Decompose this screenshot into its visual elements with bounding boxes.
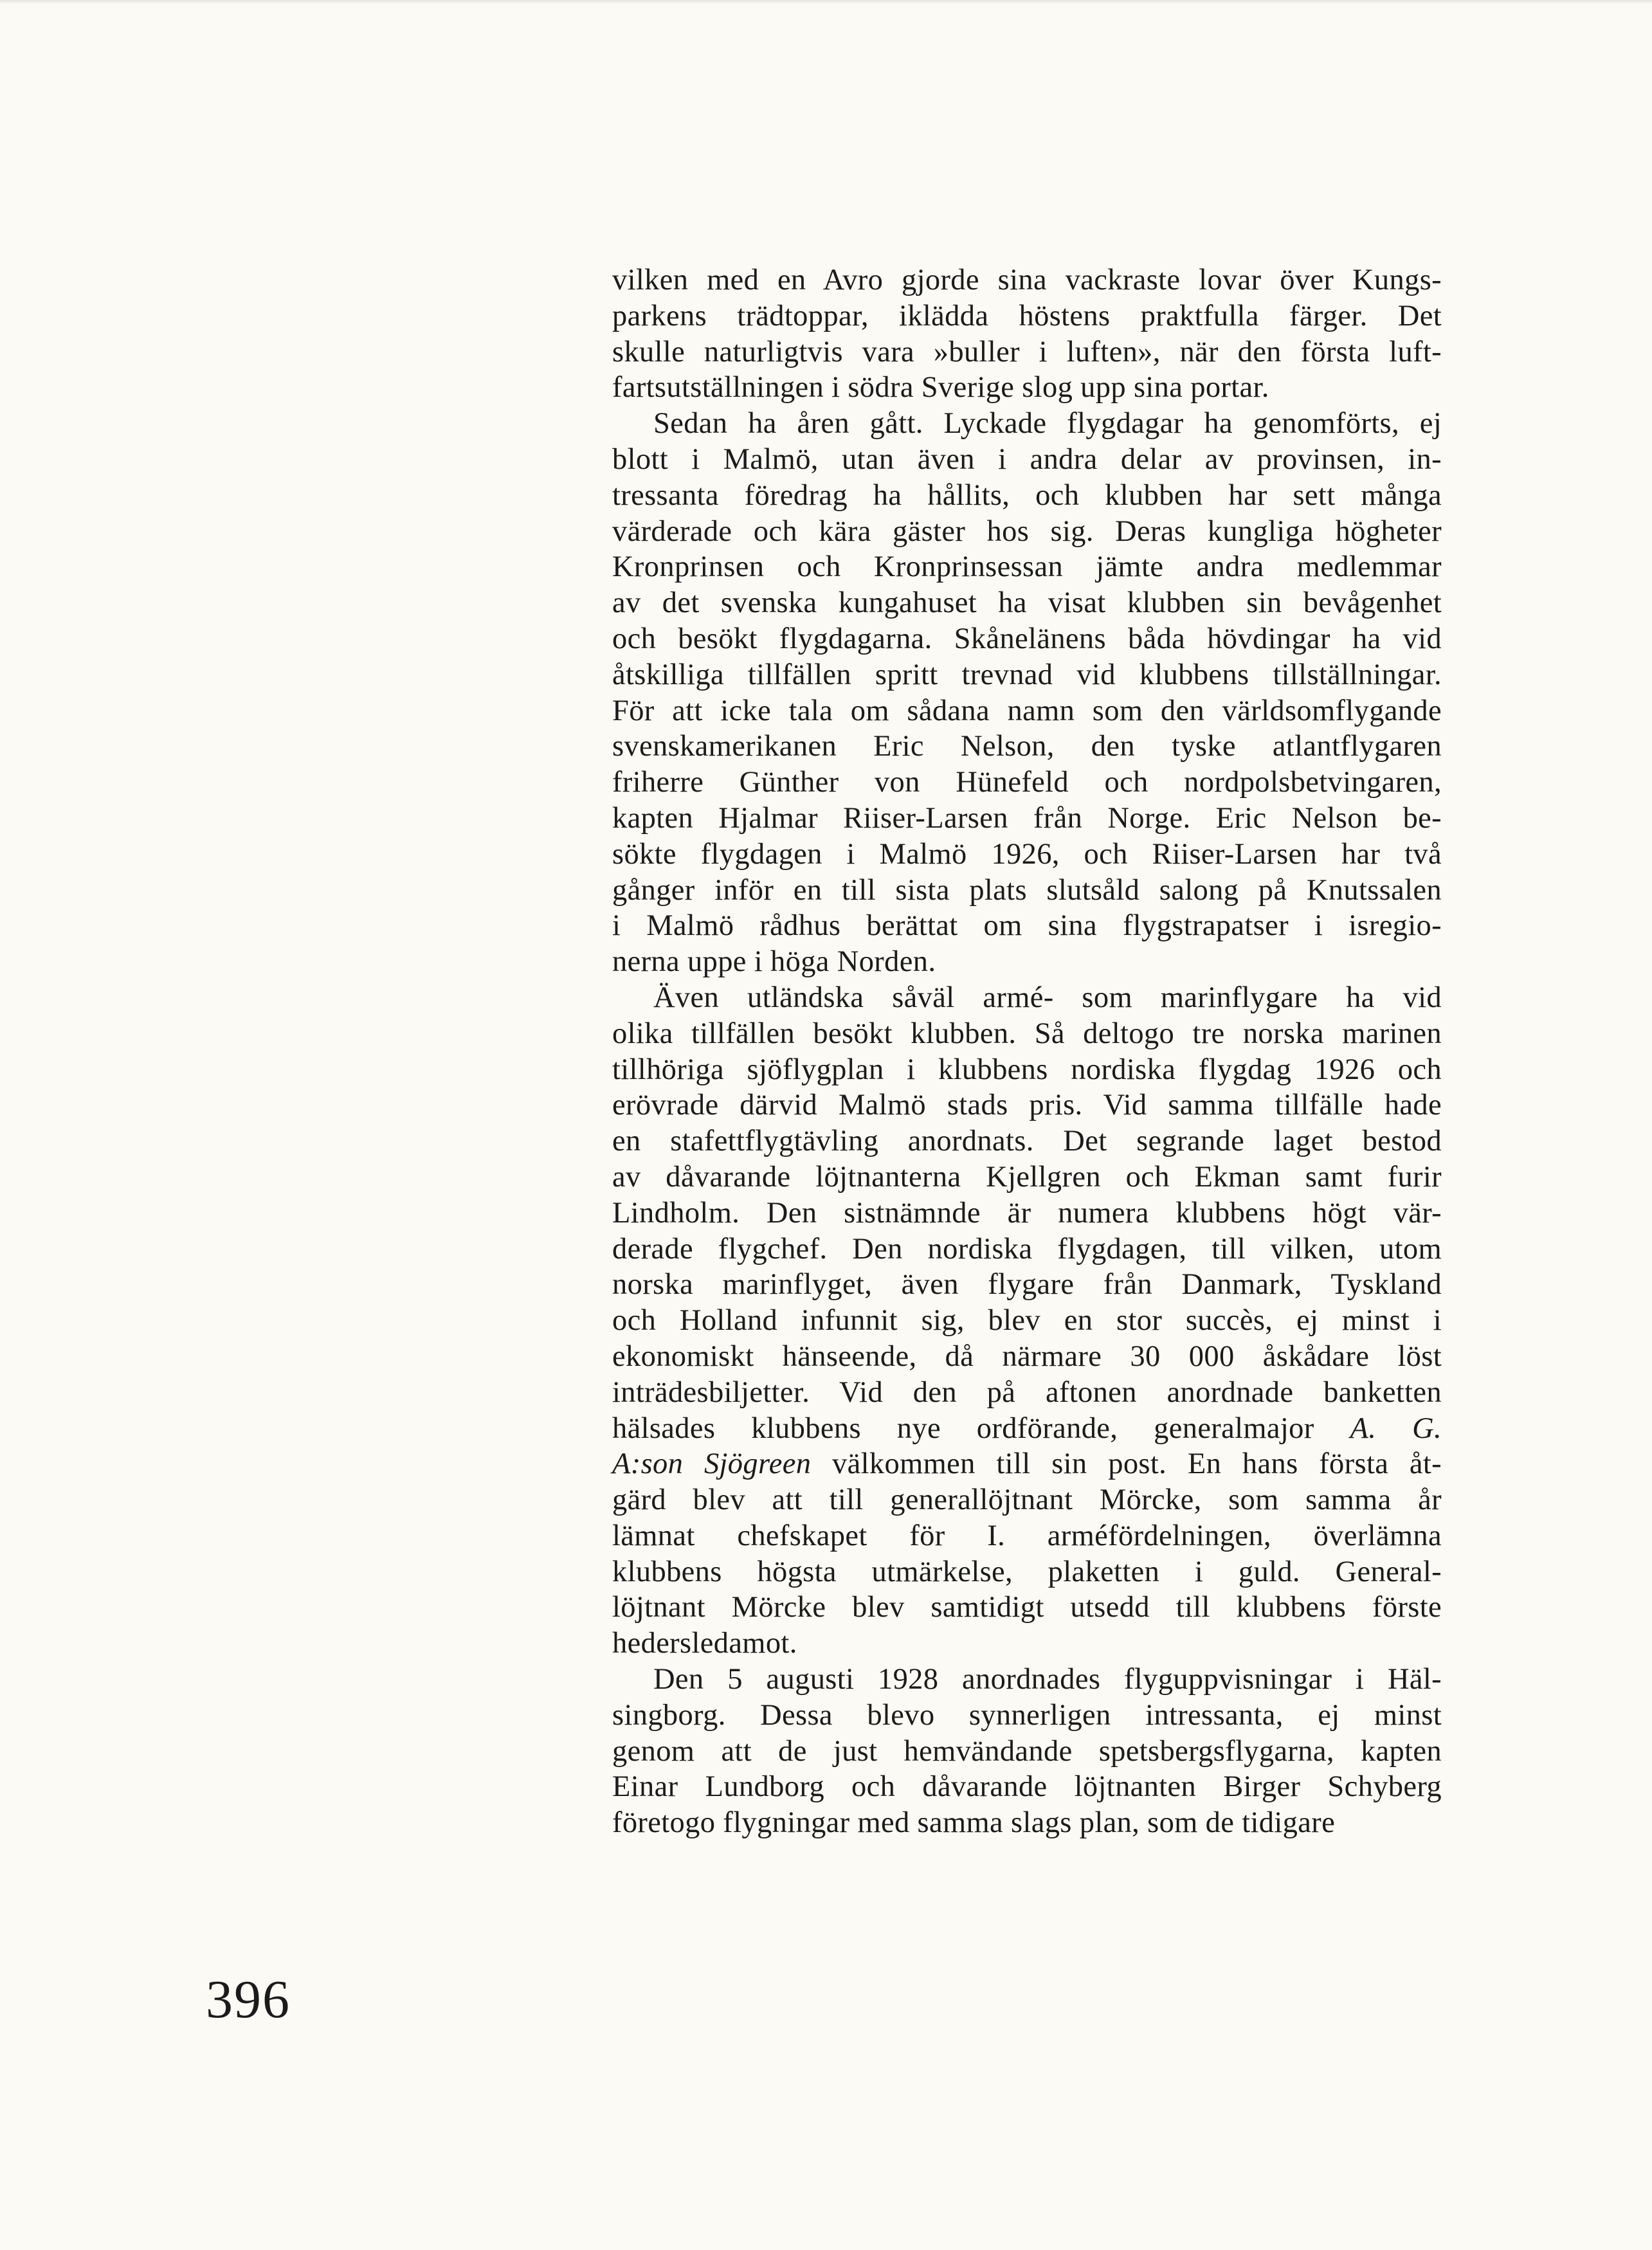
text-line: tressanta föredrag ha hållits, och klubben har sett många xyxy=(612,478,1442,512)
text-line: kapten Hjalmar Riiser-Larsen från Norge. Eric Nelson be- xyxy=(612,801,1442,835)
text-line: gärd blev att till generallöjtnant Mörcke, som samma år xyxy=(612,1483,1442,1517)
text-line: nerna uppe i höga Norden. xyxy=(612,945,936,979)
text-line: i Malmö rådhus berättat om sina flygstrapatser i isregio- xyxy=(612,909,1442,943)
page-number: 396 xyxy=(206,1970,291,2029)
text-line: av det svenska kungahuset ha visat klubben sin bevågenhet xyxy=(612,586,1442,620)
text-line: Einar Lundborg och dåvarande löjtnanten Birger Schyberg xyxy=(612,1770,1442,1804)
paragraph xyxy=(612,406,1442,980)
text-line: värderade och kära gäster hos sig. Deras kungliga högheter xyxy=(612,514,1442,548)
text-line: gånger inför en till sista plats slutsåld salong på Knutssalen xyxy=(612,873,1442,907)
text-line: parkens trädtoppar, iklädda höstens praktfulla färger. Det xyxy=(612,299,1442,332)
text-line: För att icke tala om sådana namn som den världsomflygande xyxy=(612,694,1442,727)
text-line: inträdesbiljetter. Vid den på aftonen anordnade banketten xyxy=(612,1375,1442,1409)
text-line: ekonomiskt hänseende, då närmare 30 000 åskådare löst xyxy=(612,1339,1442,1373)
text-line: löjtnant Mörcke blev samtidigt utsedd till klubbens förste xyxy=(612,1591,1442,1624)
text-line: och Holland infunnit sig, blev en stor succès, ej minst i xyxy=(612,1304,1442,1338)
text-line: olika tillfällen besökt klubben. Så deltogo tre norska marinen xyxy=(612,1017,1442,1050)
text-line: av dåvarande löjtnanterna Kjellgren och Ekman samt furir xyxy=(612,1160,1442,1193)
paragraph xyxy=(612,262,1442,406)
text-line: singborg. Dessa blevo synnerligen intressanta, ej minst xyxy=(612,1698,1442,1732)
text-line: en stafettflygtävling anordnats. Det segrande laget bestod xyxy=(612,1125,1442,1158)
text-line: åtskilliga tillfällen spritt trevnad vid klubbens tillställningar. xyxy=(612,658,1442,691)
text-line: sökte flygdagen i Malmö 1926, och Riiser-Larsen har två xyxy=(612,837,1442,871)
text-line: klubbens högsta utmärkelse, plaketten i guld. General- xyxy=(612,1555,1442,1588)
text-line: erövrade därvid Malmö stads pris. Vid samma tillfälle hade xyxy=(612,1089,1442,1122)
text-line: svenskamerikanen Eric Nelson, den tyske atlantflygaren xyxy=(612,730,1442,763)
paragraph xyxy=(612,980,1442,1662)
body-text xyxy=(612,262,1442,1841)
text-line: genom att de just hemvändande spetsbergsflygarna, kapten xyxy=(612,1734,1442,1768)
text-line: fartsutställningen i södra Sverige slog upp sina portar. xyxy=(612,371,1269,404)
text-line: Kronprinsen och Kronprinsessan jämte andra medlemmar xyxy=(612,550,1442,584)
text-line: och besökt flygdagarna. Skånelänens båda hövdingar ha vid xyxy=(612,622,1442,655)
text-line: Sedan ha åren gått. Lyckade flygdagar ha genomförts, ej xyxy=(653,407,1442,440)
text-line: skulle naturligtvis vara »buller i luften», när den första luft- xyxy=(612,335,1442,368)
text-line: friherre Günther von Hünefeld och nordpolsbetvingaren, xyxy=(612,766,1442,799)
text-line: företogo flygningar med samma slags plan, som de tidigare xyxy=(612,1806,1336,1840)
text-line: lämnat chefskapet för I. arméfördelningen, överlämna xyxy=(612,1519,1442,1552)
text-line: vilken med en Avro gjorde sina vackraste lovar över Kungs- xyxy=(612,264,1442,296)
text-line: hedersledamot. xyxy=(612,1627,797,1660)
paragraph xyxy=(612,1662,1442,1841)
text-line: derade flygchef. Den nordiska flygdagen, till vilken, utom xyxy=(612,1232,1442,1266)
text-line: norska marinflyget, även flygare från Danmark, Tyskland xyxy=(612,1268,1442,1302)
text-line: Även utländska såväl armé- som marinflygare ha vid xyxy=(653,981,1442,1014)
text-line: Den 5 augusti 1928 anordnades flyguppvisningar i Häl- xyxy=(653,1663,1442,1696)
text-line: tillhöriga sjöflygplan i klubbens nordiska flygdag 1926 och xyxy=(612,1053,1442,1086)
text-line: hälsades klubbens nye ordförande, generalmajor A. G. xyxy=(612,1411,1442,1445)
text-line: blott i Malmö, utan även i andra delar av provinsen, in- xyxy=(612,442,1442,476)
text-line: Lindholm. Den sistnämnde är numera klubbens högt vär- xyxy=(612,1196,1442,1229)
page-edge xyxy=(0,0,1652,4)
text-line: A:son Sjögreen välkommen till sin post. En hans första åt- xyxy=(612,1447,1442,1481)
